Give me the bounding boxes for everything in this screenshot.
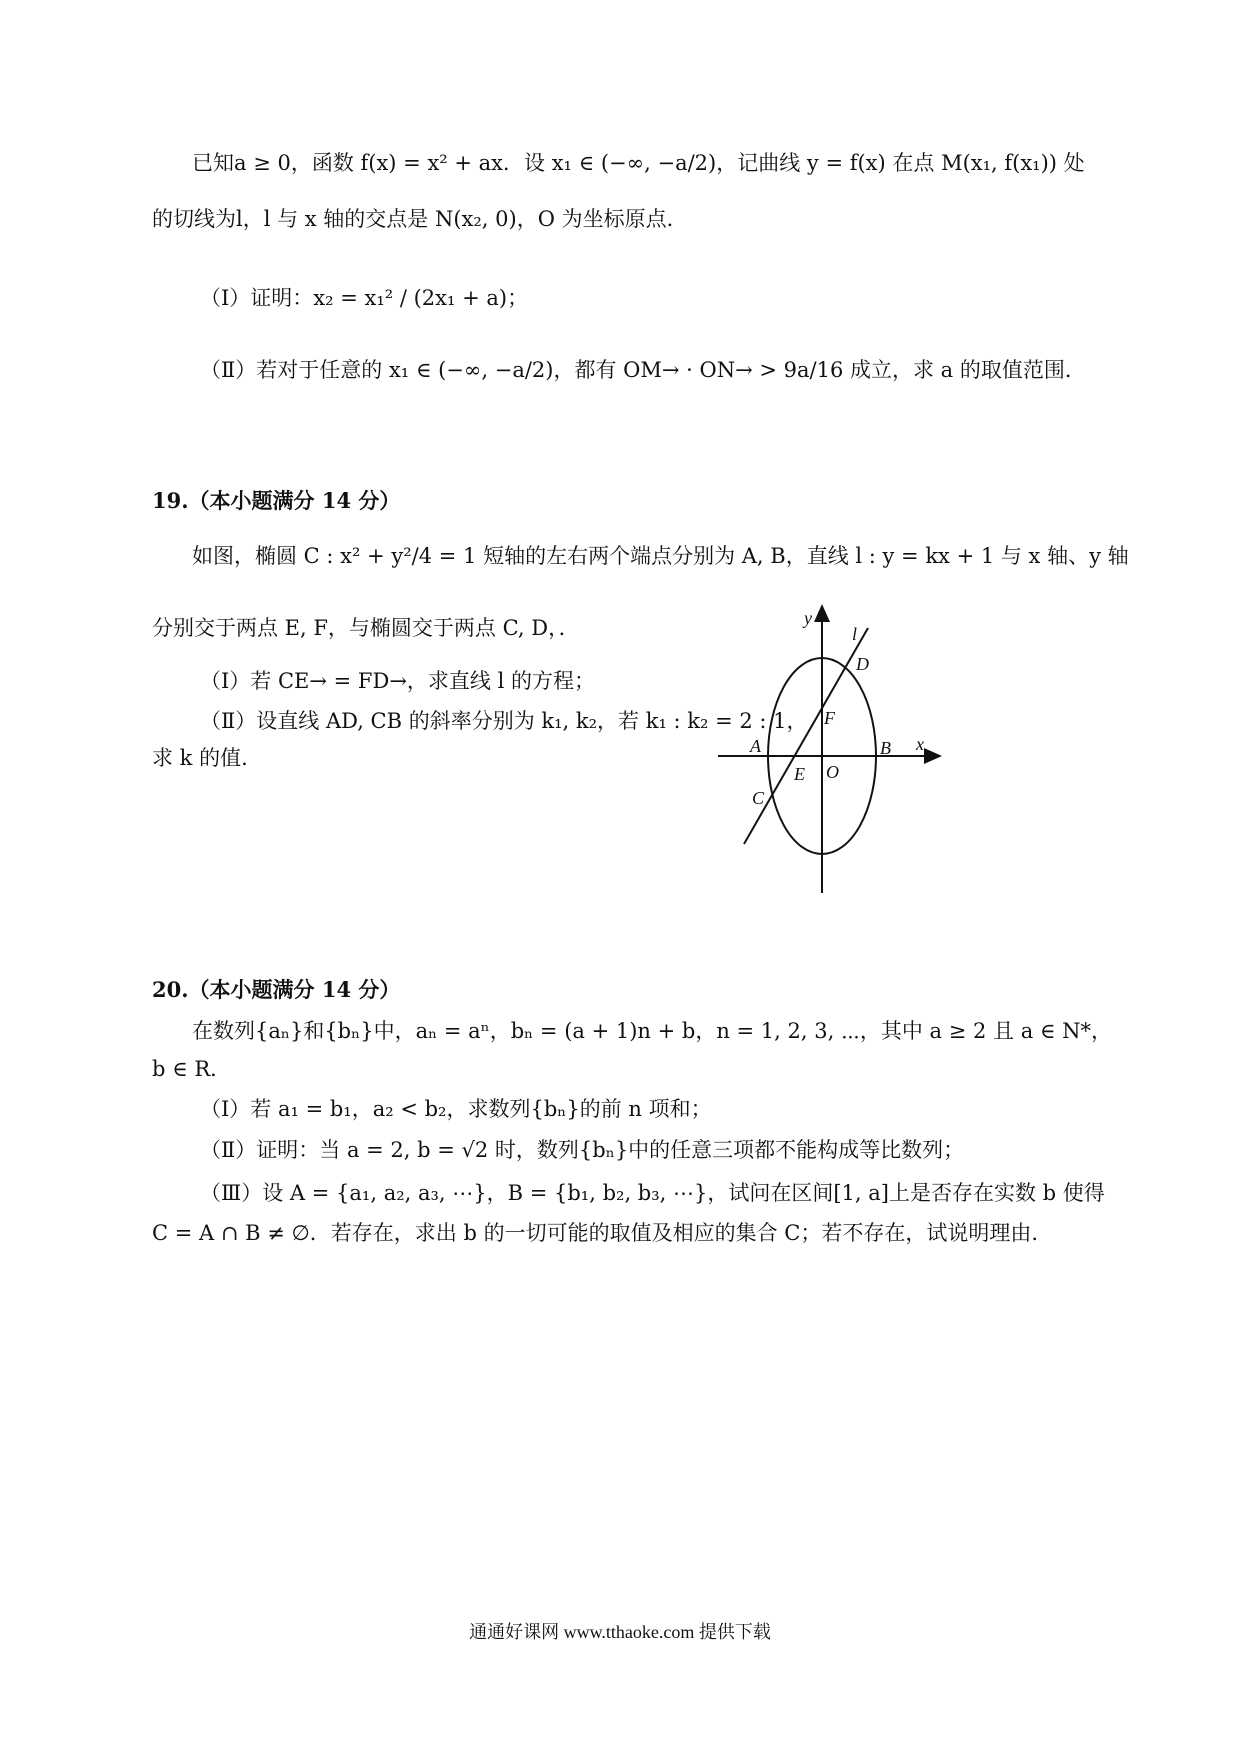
q19-ellipse-figure [710, 598, 950, 898]
page-footer: 通通好课网 www.tthaoke.com 提供下载 [469, 1622, 771, 1642]
q20-intro-line2: b ∈ R． [152, 1057, 232, 1081]
q18-intro-line2: 的切线为l，l 与 x 轴的交点是 N(x₂, 0)，O 为坐标原点． [152, 207, 688, 231]
q20-part1: （Ⅰ）若 a₁ = b₁，a₂ < b₂，求数列{bₙ}的前 n 项和； [200, 1097, 712, 1121]
q19-heading: 19.（本小题满分 14 分） [152, 488, 401, 513]
q19-intro-line1: 如图，椭圆 C : x² + y²/4 = 1 短轴的左右两个端点分别为 A, B，直线 l : y = kx + 1 与 x 轴、y 轴 [192, 544, 1129, 568]
q20-heading: 20.（本小题满分 14 分） [152, 977, 401, 1002]
q18-part1: （Ⅰ）证明：x₂ = x₁² / (2x₁ + a)； [200, 286, 529, 310]
label-E: E [794, 764, 805, 784]
q18-part2: （Ⅱ）若对于任意的 x₁ ∈ (−∞, −a/2)，都有 OM→ · ON→ > 9a/16 成立，求 a 的取值范围． [200, 358, 1086, 382]
q20-intro-line1: 在数列{aₙ}和{bₙ}中，aₙ = aⁿ，bₙ = (a + 1)n + b，n = 1, 2, 3, ⋯，其中 a ≥ 2 且 a ∈ N*， [192, 1019, 1112, 1043]
label-C: C [752, 788, 765, 808]
q20-part2: （Ⅱ）证明：当 a = 2, b = √2 时，数列{bₙ}中的任意三项都不能构成等比数列； [200, 1138, 965, 1162]
label-F: F [824, 708, 835, 728]
label-D: D [856, 654, 869, 674]
label-x: x [916, 734, 924, 754]
label-B: B [880, 738, 891, 758]
q18-intro-line1: 已知a ≥ 0，函数 f(x) = x² + ax．设 x₁ ∈ (−∞, −a/2)，记曲线 y = f(x) 在点 M(x₁, f(x₁)) 处 [192, 151, 1085, 175]
q19-intro-line2: 分别交于两点 E, F，与椭圆交于两点 C, D，． [152, 616, 580, 640]
line-l [744, 628, 868, 844]
q20-part3-line1: （Ⅲ）设 A = {a₁, a₂, a₃, ⋯}，B = {b₁, b₂, b₃, ⋯}，试问在区间[1, a]上是否存在实数 b 使得 [200, 1181, 1105, 1205]
label-y: y [804, 608, 812, 628]
label-O: O [826, 762, 839, 782]
q19-part1: （Ⅰ）若 CE→ = FD→，求直线 l 的方程； [200, 669, 595, 693]
q20-part3-line2: C = A ∩ B ≠ ∅．若存在，求出 b 的一切可能的取值及相应的集合 C；若不存在，试说明理由. [152, 1221, 1039, 1245]
q19-part2-line1: （Ⅱ）设直线 AD, CB 的斜率分别为 k₁, k₂，若 k₁ : k₂ = 2 : 1， [200, 709, 808, 733]
label-l: l [852, 624, 858, 644]
q19-part2-line2: 求 k 的值. [152, 746, 248, 770]
label-A: A [750, 736, 761, 756]
